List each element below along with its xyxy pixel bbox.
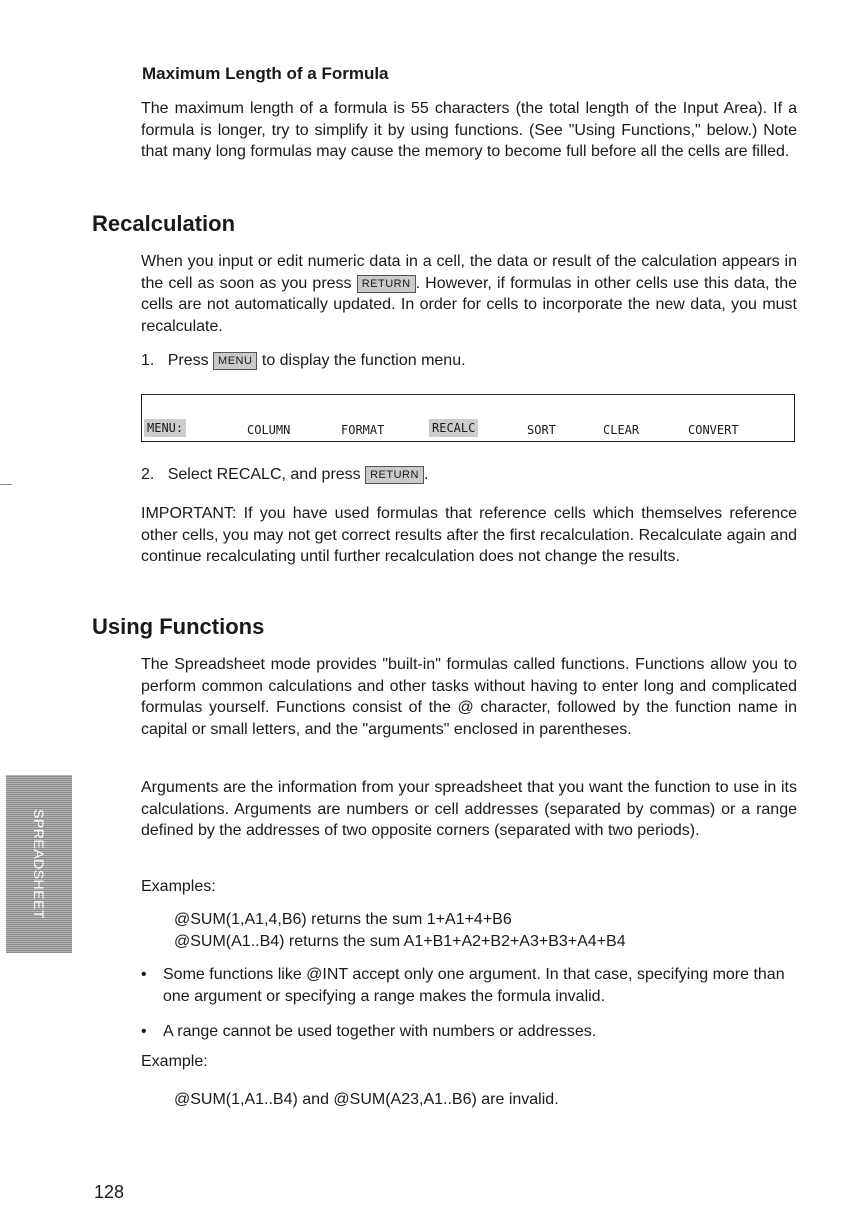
menu-item-format[interactable]: FORMAT (341, 423, 385, 437)
margin-mark (0, 484, 12, 485)
menu-item-sort[interactable]: SORT (527, 423, 556, 437)
example-2: @SUM(A1..B4) returns the sum A1+B1+A2+B2+A3+B3+A4+B4 (174, 933, 626, 950)
return-key: RETURN (357, 275, 416, 293)
return-key: RETURN (365, 466, 424, 484)
paragraph-recalculation: When you input or edit numeric data in a cell, the data or result of the calculation appears in the cell as soon as you press RETURN . However, if formulas in other cells use this data, the cells are not automatically updated. In order for cells to incorporate the new data, you must recalculate. (141, 253, 798, 335)
section-tab-label: SPREADSHEET (31, 809, 47, 919)
examples-label: Examples: (141, 878, 216, 895)
example-3: @SUM(1,A1..B4) and @SUM(A23,A1..B6) are invalid. (174, 1091, 559, 1108)
heading-recalculation: Recalculation (92, 211, 236, 236)
paragraph-functions-intro: The Spreadsheet mode provides "built-in" formulas called functions. Functions allow you to perform common calculations and other tasks without having to enter long and complicated formulas yourself. Functions consist of the @ character, followed by the function name in capital or small letters, and the "arguments" enclosed in parentheses. (141, 656, 797, 738)
page-number: 128 (94, 1182, 125, 1202)
menu-item-recalc[interactable]: RECALC (429, 419, 478, 437)
menu-label: MENU: (144, 419, 186, 437)
menu-item-convert[interactable]: CONVERT (688, 423, 739, 437)
heading-max-length: Maximum Length of a Formula (142, 64, 389, 83)
menu-key: MENU (213, 352, 257, 370)
paragraph-max-length: The maximum length of a formula is 55 characters (the total length of the Input Area). If a formula is longer, try to simplify it by using functions. (See "Using Functions," below.) Note that many long formulas may cause the memory to become full before all the cells are filled. (141, 100, 797, 160)
bullet-dot: • (141, 966, 147, 983)
paragraph-important: IMPORTANT: If you have used formulas that reference cells which themselves reference other cells, you may not get correct results after the first recalculation. Recalculate again and continue recalculating until further recalculation does not change the results. (141, 505, 797, 565)
example-1: @SUM(1,A1,4,B6) returns the sum 1+A1+4+B6 (174, 911, 512, 928)
section-tab (6, 775, 72, 953)
step-1: 1. Press MENU to display the function menu. (141, 352, 466, 369)
function-menu-bar (142, 417, 794, 441)
heading-using-functions: Using Functions (92, 614, 265, 639)
function-menu-screen (141, 394, 795, 442)
paragraph-arguments: Arguments are the information from your spreadsheet that you want the function to use in its calculations. Arguments are numbers or cell addresses (separated by commas) or a range defined by the addresses of two opposite corners (separated with two periods). (141, 779, 797, 839)
menu-item-clear[interactable]: CLEAR (603, 423, 640, 437)
bullet-item: • A range cannot be used together with numbers or addresses. (141, 1021, 797, 1043)
step-2: 2. Select RECALC, and press RETURN . (141, 466, 429, 483)
menu-item-column[interactable]: COLUMN (247, 423, 291, 437)
example-label: Example: (141, 1053, 208, 1070)
bullet-item: • Some functions like @INT accept only one argument. In that case, specifying more than one argument or specifying a range makes the formula invalid. (141, 966, 785, 1005)
bullet-dot: • (141, 1023, 147, 1040)
